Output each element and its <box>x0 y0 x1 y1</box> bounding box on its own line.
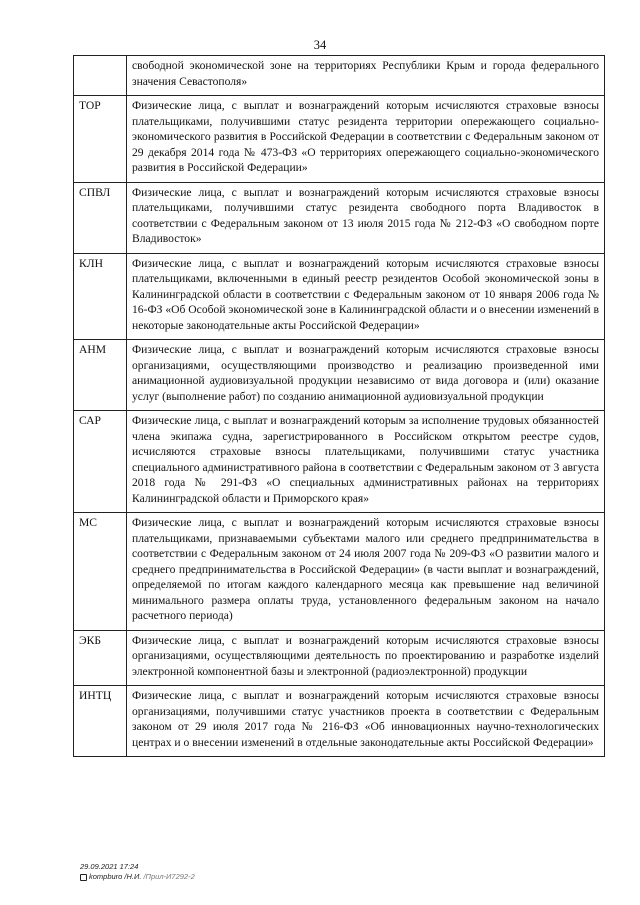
table-row <box>74 411 605 513</box>
document-footer <box>80 862 195 882</box>
description-cell: Физические лица, с выплат и вознаграждений которым исчисляются страховые взносы плательщиками, получившими статус резидента территории опережающего социально-экономического развития в Российской Федерации в соответствии с Федеральным законом от 29 декабря 2014 года № 473-ФЗ «О территориях опережающего социально-экономического развития в Российской Федерации» <box>127 96 605 183</box>
table-row <box>74 182 605 253</box>
table-row <box>74 513 605 631</box>
description-cell: Физические лица, с выплат и вознаграждений которым исчисляются страховые взносы организациями, осуществляющими деятельность по проектированию и разработке изделий электронной компонентной базы и электронной (радиоэлектронной) продукции <box>127 630 605 686</box>
footer-reference: /Прил-И7292-2 <box>143 872 195 881</box>
code-cell: САР <box>74 411 127 513</box>
footer-timestamp: 29.09.2021 17:24 <box>80 862 139 871</box>
code-cell: КЛН <box>74 253 127 340</box>
description-cell: Физические лица, с выплат и вознаграждений которым исчисляются страховые взносы плательщиками, включенными в единый реестр резидентов Особой экономической зоны в Калининградской области в соответствии с Федеральным законом от 10 января 2006 года № 16-ФЗ «Об Особой экономической зоне в Калининградской области и о внесении изменений в некоторые законодательные акты Российской Федерации» <box>127 253 605 340</box>
table-row <box>74 56 605 96</box>
code-cell: ИНТЦ <box>74 686 127 757</box>
footer-author: kompburo /Н.И. <box>89 872 142 881</box>
code-cell: ЭКБ <box>74 630 127 686</box>
description-cell: Физические лица, с выплат и вознаграждений которым исчисляются страховые взносы организациями, осуществляющими производство и реализацию произведенной ими анимационной аудиовизуальной продукции независимо от вида договора и (или) оказание услуг (выполнение работ) по созданию анимационной аудиовизуальной продукции <box>127 340 605 411</box>
table-row <box>74 96 605 183</box>
description-cell: Физические лица, с выплат и вознаграждений которым исчисляются страховые взносы организациями, получившими статус участников проекта в соответствии с Федеральным законом от 29 июля 2017 года № 216-ФЗ «Об инновационных научно-технологических центрах и о внесении изменений в отдельные законодательные акты Российской Федерации» <box>127 686 605 757</box>
category-codes-table <box>73 55 605 757</box>
document-icon <box>80 874 87 881</box>
code-cell: МС <box>74 513 127 631</box>
code-cell: ТОР <box>74 96 127 183</box>
code-cell: АНМ <box>74 340 127 411</box>
description-cell: Физические лица, с выплат и вознаграждений которым исчисляются страховые взносы плательщиками, получившими статус резидента свободного порта Владивосток в соответствии с Федеральным законом от 13 июля 2015 года № 212-ФЗ «О свободном порте Владивосток» <box>127 182 605 253</box>
table-row <box>74 340 605 411</box>
table-row <box>74 630 605 686</box>
description-cell: Физические лица, с выплат и вознаграждений которым исчисляются страховые взносы плательщиками, признаваемыми субъектами малого или среднего предпринимательства в соответствии с Федеральным законом от 24 июля 2007 года № 209-ФЗ «О развитии малого и среднего предпринимательства в Российской Федерации» (в части выплат и вознаграждений, определяемой по итогам каждого календарного месяца как превышение над величиной минимального размера оплаты труда, установленного федеральным законом на начало расчетного периода) <box>127 513 605 631</box>
description-cell: свободной экономической зоне на территориях Республики Крым и города федерального значения Севастополя» <box>127 56 605 96</box>
table-row <box>74 686 605 757</box>
description-cell: Физические лица, с выплат и вознаграждений которым за исполнение трудовых обязанностей члена экипажа судна, зарегистрированного в Российском открытом реестре судов, исчисляются страховые взносы плательщиками, получившими статус участника специального административного района в соответствии с Федеральным законом от 3 августа 2018 года № 291-ФЗ «О специальных административных районах на территориях Калининградской области и Приморского края» <box>127 411 605 513</box>
page-number: 34 <box>313 38 327 52</box>
code-cell: СПВЛ <box>74 182 127 253</box>
code-cell <box>74 56 127 96</box>
table-row <box>74 253 605 340</box>
